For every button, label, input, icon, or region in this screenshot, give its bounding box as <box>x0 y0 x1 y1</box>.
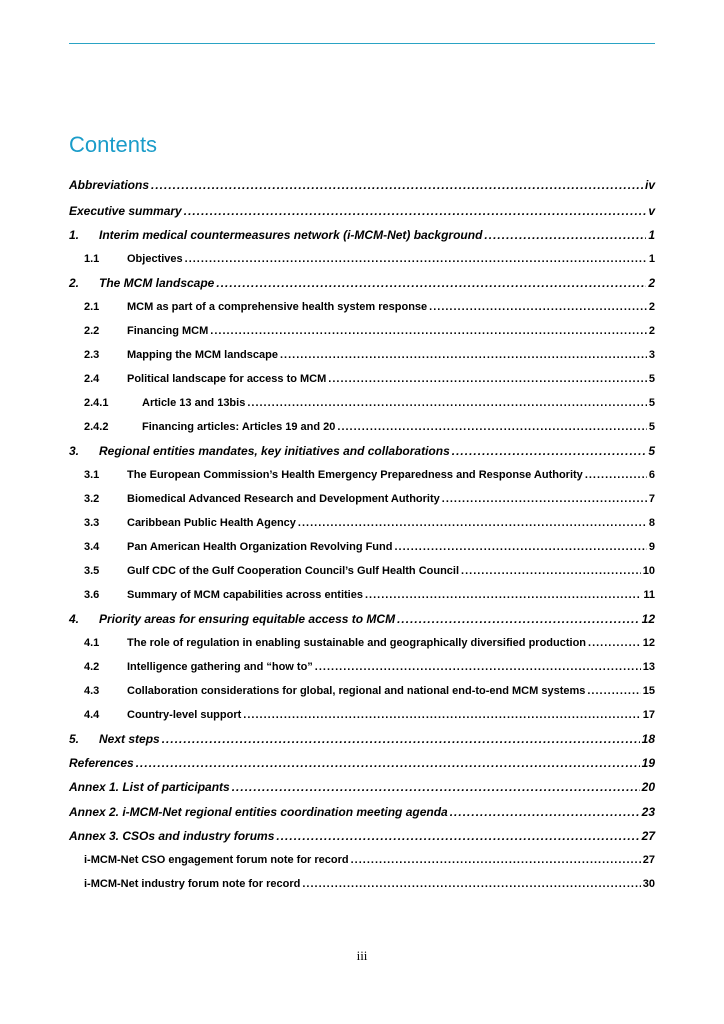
toc-entry-number: 2.4 <box>84 373 100 385</box>
dot-leader <box>151 177 643 189</box>
toc-entry-title: References <box>69 756 134 770</box>
toc-entry-page: 9 <box>648 541 655 553</box>
toc-entry-number: 2.2 <box>84 325 100 337</box>
toc-entry-title: Intelligence gathering and “how to” <box>127 661 313 673</box>
toc-entry-title: Executive summary <box>69 204 182 218</box>
toc-entry-page: 23 <box>641 805 655 819</box>
toc-entry-number: 4.1 <box>84 637 100 649</box>
toc-entry[interactable] <box>69 177 655 192</box>
dot-leader <box>302 876 640 887</box>
toc-entry-number: 3.1 <box>84 469 100 481</box>
dot-leader <box>365 587 641 598</box>
toc-entry-page: 15 <box>642 685 655 697</box>
toc-entry-title: Summary of MCM capabilities across entities <box>127 589 363 601</box>
toc-entry-number: 2.4.1 <box>84 397 109 409</box>
toc-entry-title: Caribbean Public Health Agency <box>127 517 296 529</box>
dot-leader <box>315 659 641 670</box>
toc-entry[interactable] <box>69 227 655 242</box>
toc-entry[interactable] <box>69 539 655 553</box>
toc-entry-page: 30 <box>642 878 655 890</box>
toc-entry[interactable] <box>69 635 655 649</box>
dot-leader <box>587 683 640 694</box>
toc-entry-title: Abbreviations <box>69 178 150 192</box>
toc-entry-page: 7 <box>648 493 655 505</box>
toc-entry-page: 2 <box>648 276 655 290</box>
toc-entry-title: Interim medical countermeasures network (i-MCM-Net) background <box>99 228 483 242</box>
toc-entry-page: 27 <box>641 829 655 843</box>
toc-entry-number: 1. <box>69 228 80 242</box>
toc-entry[interactable] <box>69 419 655 433</box>
toc-entry-number: 3.6 <box>84 589 100 601</box>
toc-entry-number: 4.4 <box>84 709 100 721</box>
toc-entry[interactable] <box>69 804 655 819</box>
toc-entry[interactable] <box>69 828 655 843</box>
toc-entry-number: 4.2 <box>84 661 100 673</box>
toc-entry[interactable] <box>69 323 655 337</box>
toc-entry-page: 8 <box>648 517 655 529</box>
dot-leader <box>337 419 646 430</box>
dot-leader <box>162 731 640 743</box>
toc-entry-number: 3.2 <box>84 493 100 505</box>
toc-entry-number: 3.4 <box>84 541 100 553</box>
toc-entry-page: 2 <box>648 301 655 313</box>
toc-entry-page: 12 <box>641 612 655 626</box>
dot-leader <box>328 371 647 382</box>
dot-leader <box>429 299 647 310</box>
toc-entry[interactable] <box>69 347 655 361</box>
toc-entry-page: 5 <box>648 397 655 409</box>
toc-entry-number: 2.1 <box>84 301 100 313</box>
toc-entry-number: 3. <box>69 444 80 458</box>
toc-entry[interactable] <box>69 611 655 626</box>
dot-leader <box>136 755 640 767</box>
dot-leader <box>450 804 640 816</box>
header-rule <box>69 43 655 44</box>
dot-leader <box>585 467 647 478</box>
toc-entry[interactable] <box>69 371 655 385</box>
toc-entry[interactable] <box>69 876 655 890</box>
toc-entry[interactable] <box>69 707 655 721</box>
toc-entry-page: v <box>648 204 655 218</box>
dot-leader <box>452 443 647 455</box>
dot-leader <box>185 251 647 262</box>
toc-entry-title: Regional entities mandates, key initiatives and collaborations <box>99 444 450 458</box>
toc-entry-title: i-MCM-Net industry forum note for record <box>84 878 301 890</box>
dot-leader <box>461 563 641 574</box>
toc-entry-title: Mapping the MCM landscape <box>127 349 278 361</box>
toc-entry-page: 5 <box>648 444 655 458</box>
dot-leader <box>298 515 647 526</box>
toc-entry[interactable] <box>69 683 655 697</box>
toc-entry-page: 12 <box>642 637 655 649</box>
dot-leader <box>588 635 641 646</box>
toc-entry[interactable] <box>69 395 655 409</box>
toc-entry-title: MCM as part of a comprehensive health system response <box>127 301 428 313</box>
dot-leader <box>184 203 647 215</box>
toc-entry-number: 2. <box>69 276 80 290</box>
toc-entry-title: Objectives <box>127 253 183 265</box>
toc-entry-page: 2 <box>648 325 655 337</box>
toc-entry[interactable] <box>69 755 655 770</box>
toc-entry-title: The European Commission’s Health Emergency Preparedness and Response Authority <box>127 469 583 481</box>
toc-entry-number: 1.1 <box>84 253 100 265</box>
dot-leader <box>351 852 641 863</box>
toc-entry-number: 4.3 <box>84 685 100 697</box>
toc-entry-page: 20 <box>641 780 655 794</box>
toc-entry-page: 17 <box>642 709 655 721</box>
toc-entry-title: Priority areas for ensuring equitable access to MCM <box>99 612 396 626</box>
toc-entry-title: Pan American Health Organization Revolving Fund <box>127 541 393 553</box>
toc-entry-page: 19 <box>641 756 655 770</box>
toc-entry-page: 11 <box>643 589 655 601</box>
toc-entry-number: 4. <box>69 612 80 626</box>
toc-entry-page: 10 <box>642 565 655 577</box>
dot-leader <box>442 491 647 502</box>
toc-entry-number: 3.5 <box>84 565 100 577</box>
toc-entry[interactable] <box>69 659 655 673</box>
toc-entry[interactable] <box>69 563 655 577</box>
toc-entry-title: Financing articles: Articles 19 and 20 <box>142 421 336 433</box>
toc-entry[interactable] <box>69 251 655 265</box>
toc-entry-page: 5 <box>648 373 655 385</box>
toc-entry[interactable] <box>69 443 655 458</box>
toc-entry-title: Financing MCM <box>127 325 209 337</box>
toc-entry-page: 1 <box>648 228 655 242</box>
toc-entry[interactable] <box>69 491 655 505</box>
toc-entry-title: Annex 1. List of participants <box>69 780 230 794</box>
dot-leader <box>394 539 646 550</box>
toc-entry-number: 2.3 <box>84 349 100 361</box>
toc-entry-page: 27 <box>642 854 655 866</box>
toc-entry-page: iv <box>644 178 655 192</box>
page-number: iii <box>356 948 368 963</box>
toc-entry-title: Annex 2. i-MCM-Net regional entities coordination meeting agenda <box>69 805 448 819</box>
dot-leader <box>397 611 640 623</box>
toc-entry-title: Next steps <box>99 732 160 746</box>
dot-leader <box>216 275 646 287</box>
toc-entry-page: 18 <box>641 732 655 746</box>
toc-entry-page: 13 <box>642 661 655 673</box>
dot-leader <box>276 828 639 840</box>
dot-leader <box>484 227 646 239</box>
toc-entry-page: 1 <box>648 253 655 265</box>
toc-entry-page: 6 <box>648 469 655 481</box>
dot-leader <box>210 323 647 334</box>
toc-entry-title: Annex 3. CSOs and industry forums <box>69 829 275 843</box>
toc-entry-title: Political landscape for access to MCM <box>127 373 327 385</box>
toc-entry[interactable] <box>69 779 655 794</box>
toc-entry-number: 2.4.2 <box>84 421 109 433</box>
page-title: Contents <box>69 132 158 157</box>
toc-entry[interactable] <box>69 515 655 529</box>
toc-entry[interactable] <box>69 731 655 746</box>
toc-entry-title: Biomedical Advanced Research and Development Authority <box>127 493 440 505</box>
toc-entry-title: Country-level support <box>127 709 242 721</box>
dot-leader <box>243 707 640 718</box>
toc-entry-page: 3 <box>648 349 655 361</box>
toc-entry[interactable] <box>69 852 655 866</box>
toc-entry-title: Gulf CDC of the Gulf Cooperation Council’s Gulf Health Council <box>127 565 460 577</box>
toc-entry-title: i-MCM-Net CSO engagement forum note for record <box>84 854 349 866</box>
dot-leader <box>280 347 647 358</box>
toc-entry[interactable] <box>69 203 655 218</box>
toc-entry[interactable] <box>69 467 655 481</box>
dot-leader <box>247 395 647 406</box>
toc-entry-title: The role of regulation in enabling sustainable and geographically diversified production <box>127 637 587 649</box>
dot-leader <box>232 779 640 791</box>
toc-entry-title: Article 13 and 13bis <box>142 397 246 409</box>
toc-entry[interactable] <box>69 587 655 601</box>
toc-entry-title: The MCM landscape <box>99 276 215 290</box>
toc-entry-number: 5. <box>69 732 80 746</box>
toc-entry[interactable] <box>69 299 655 313</box>
toc-entry-page: 5 <box>648 421 655 433</box>
toc-entry-title: Collaboration considerations for global, regional and national end-to-end MCM systems <box>127 685 586 697</box>
toc-entry-number: 3.3 <box>84 517 100 529</box>
toc-entry[interactable] <box>69 275 655 290</box>
